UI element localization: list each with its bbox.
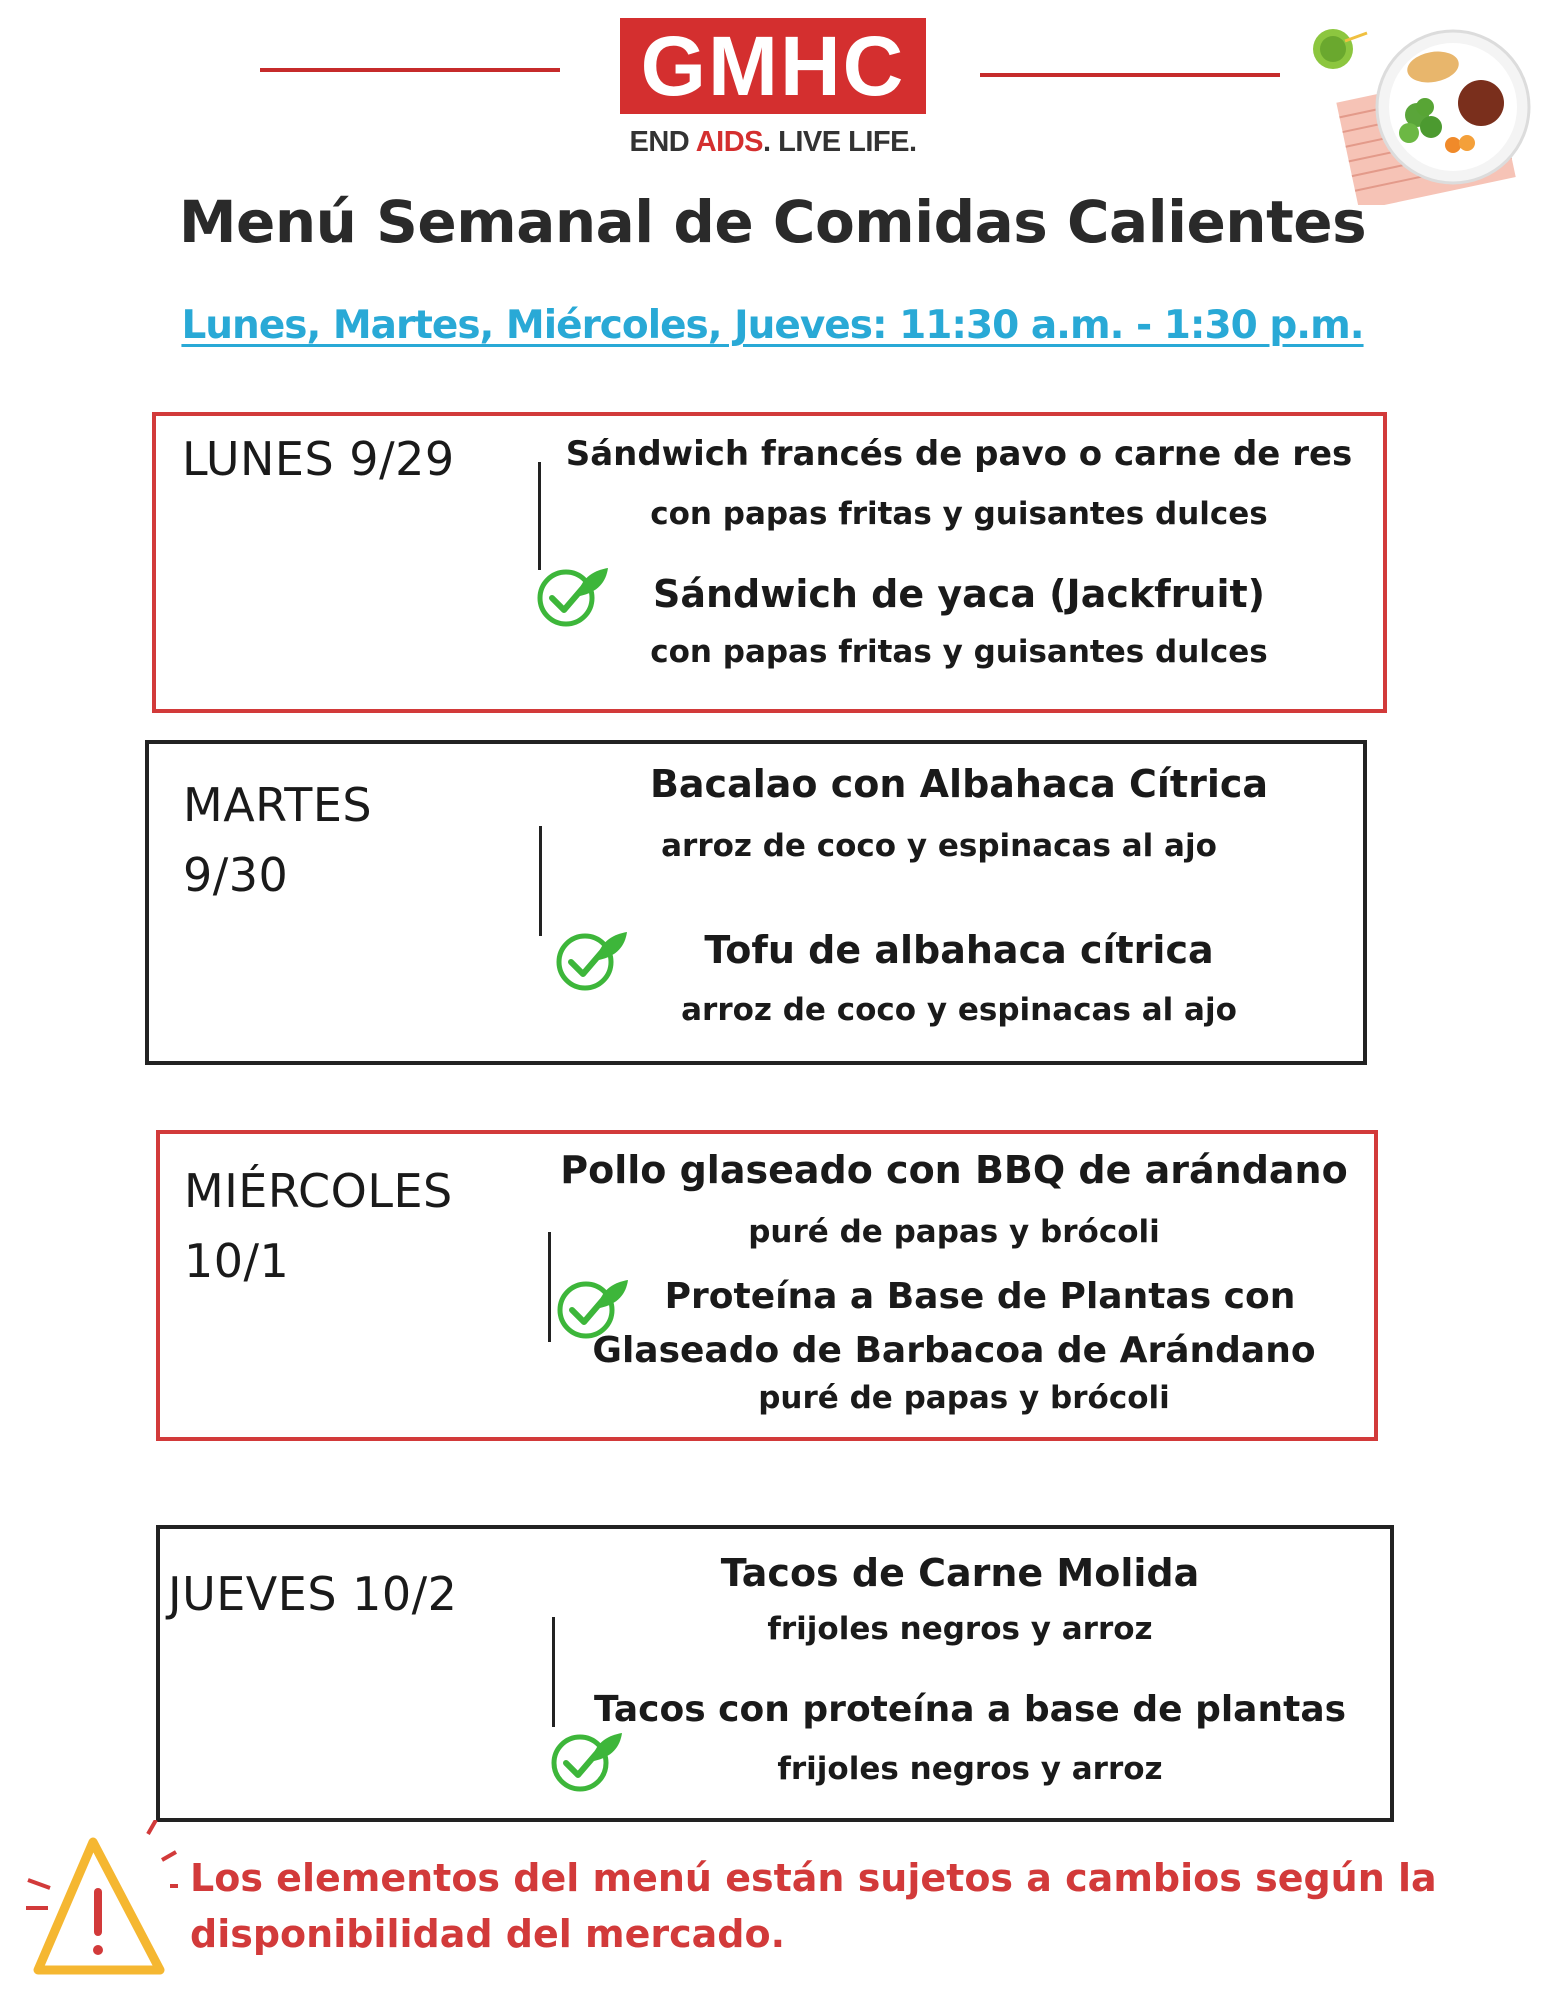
- day-card-monday: [152, 412, 1387, 713]
- dish-main: Sándwich francés de pavo o carne de res: [565, 434, 1353, 474]
- header-rule-left: [260, 68, 560, 72]
- dish-main-vegan: Sándwich de yaca (Jackfruit): [652, 572, 1266, 616]
- tagline-pre: END: [629, 126, 696, 158]
- day-name: JUEVES 10/2: [168, 1567, 458, 1621]
- day-name-line1: MARTES: [183, 778, 373, 832]
- logo-tagline: [560, 126, 986, 159]
- dish-side: puré de papas y brócoli: [748, 1214, 1160, 1250]
- warning-icon: [18, 1820, 178, 1990]
- dish-side: arroz de coco y espinacas al ajo: [661, 828, 1217, 864]
- dish-main: Bacalao con Albahaca Cítrica: [649, 762, 1269, 806]
- day-name-line2: 9/30: [183, 848, 289, 902]
- dish-main-vegan-line1: Proteína a Base de Plantas con: [664, 1276, 1296, 1317]
- notice-line2: disponibilidad del mercado.: [190, 1912, 786, 1956]
- dish-main: Pollo glaseado con BBQ de arándano: [560, 1148, 1348, 1192]
- logo-text: GMHC: [640, 19, 906, 113]
- dish-main-vegan: Tofu de albahaca cítrica: [704, 928, 1214, 972]
- dish-main: Tacos de Carne Molida: [720, 1551, 1200, 1595]
- service-hours: Lunes, Martes, Miércoles, Jueves: 11:30 a.m. - 1:30 p.m.: [181, 303, 1364, 348]
- day-card-tuesday: [145, 740, 1367, 1065]
- header-rule-right: [980, 73, 1280, 77]
- day-card-wednesday: [156, 1130, 1378, 1441]
- availability-notice: [190, 1850, 1490, 1962]
- day-name-line2: 10/1: [184, 1234, 290, 1288]
- page-title: Menú Semanal de Comidas Calientes: [178, 188, 1367, 256]
- tagline-post: . LIVE LIFE.: [763, 126, 917, 158]
- dish-side-vegan: con papas fritas y guisantes dulces: [650, 634, 1268, 670]
- dish-main-vegan: Tacos con proteína a base de plantas: [593, 1689, 1347, 1730]
- dish-side-vegan: puré de papas y brócoli: [758, 1380, 1170, 1416]
- day-name: LUNES 9/29: [182, 432, 455, 486]
- dish-side-vegan: arroz de coco y espinacas al ajo: [681, 992, 1237, 1028]
- tagline-accent: AIDS: [695, 126, 763, 158]
- dish-side: con papas fritas y guisantes dulces: [650, 496, 1268, 532]
- notice-line1: Los elementos del menú están sujetos a cambios según la: [190, 1856, 1437, 1900]
- gmhc-logo: [620, 18, 926, 114]
- dish-side-vegan: frijoles negros y arroz: [777, 1751, 1163, 1787]
- day-card-thursday: [156, 1525, 1394, 1822]
- dish-side: frijoles negros y arroz: [767, 1611, 1153, 1647]
- dish-main-vegan-line2: Glaseado de Barbacoa de Arándano: [592, 1330, 1316, 1371]
- divider-line: [538, 462, 541, 570]
- food-plate-icon: [1305, 15, 1535, 205]
- day-name-line1: MIÉRCOLES: [184, 1164, 453, 1218]
